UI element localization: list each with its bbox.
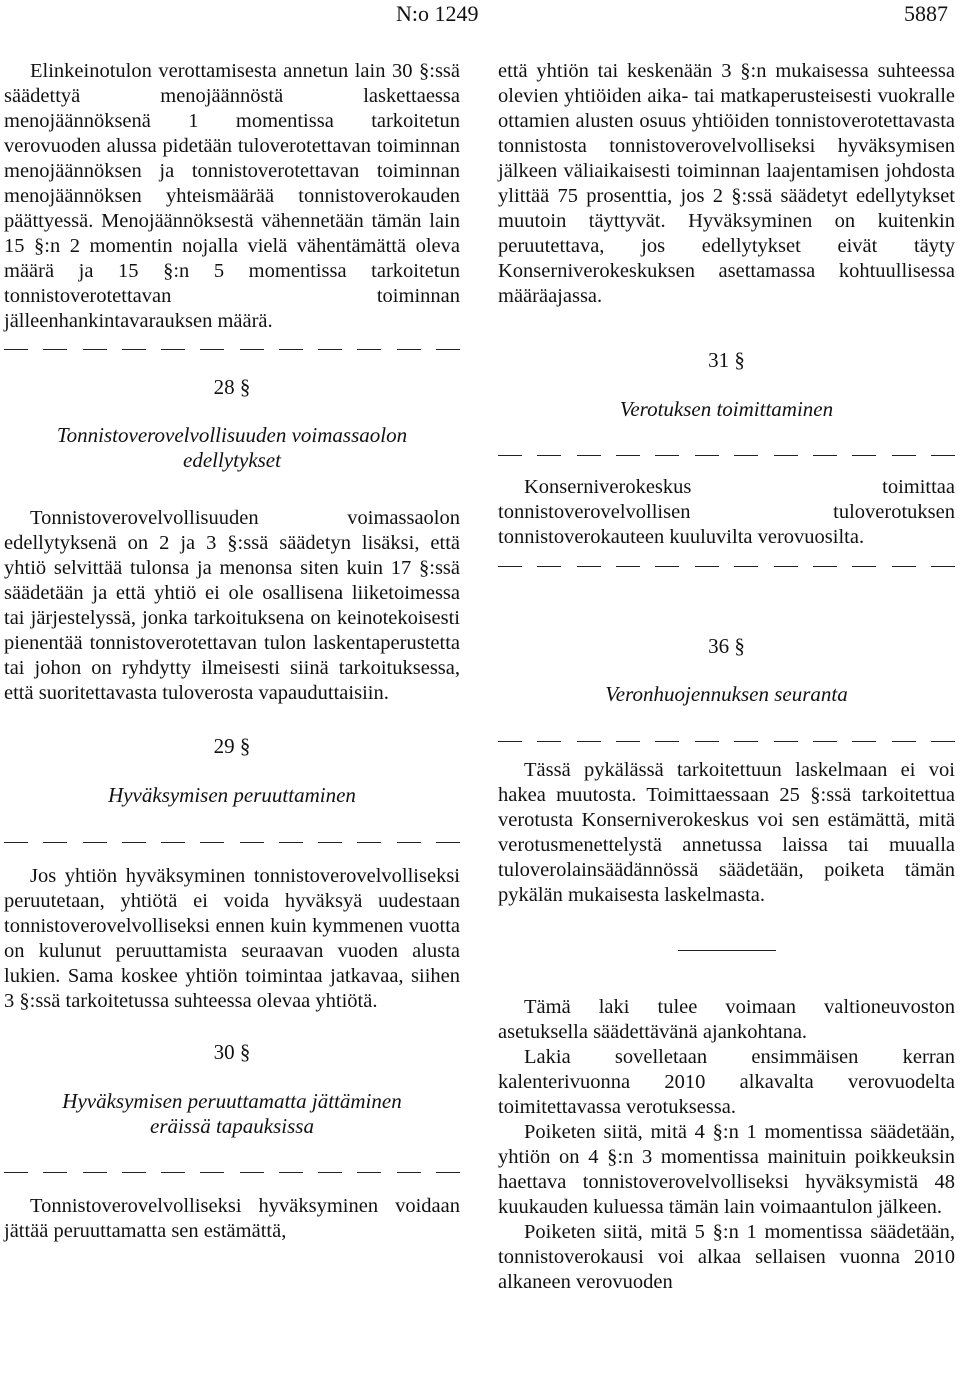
- section-28-number: 28 §: [213, 375, 251, 399]
- section-31-number: 31 §: [708, 348, 745, 372]
- section-28-text: Tonnistoverovelvollisuuden voimassaolon edellytyksenä on 2 ja 3 §:ssä säädetyn lisäksi, että yhtiö selvittää tulonsa ja menonsa siten kuin 17 §:ssä säädetään ja että yhtiö ei ole osallisena liiketoimessa tai järjestelyssä, jonka tarkoituksena on keinotekoisesti pienentää tonnistoverotettavan tulon laskentaperustetta tai johon on ryhdytty ilmeisesti siinä tarkoituksessa, että suoritettavasta tuloverosta vapauduttaisiin.: [4, 507, 460, 704]
- left-column: [4, 59, 460, 1244]
- statute-number: N:o 1249: [396, 1, 479, 26]
- section-36-text: Tässä pykälässä tarkoitettuun laskelmaan ei voi hakea muutosta. Toimittaessaan 25 §:ssä tarkoitettua verotusta Konserniverokeskus voi sen estämättä, mitä verotusmenettelystä annetussa laissa tai muualla tuloverolainsäädännössä säädetään, poiketa tämän pykälän mukaisesta laskelmasta.: [498, 759, 955, 906]
- paragraph-continuation: että yhtiön tai keskenään 3 §:n mukaisessa suhteessa olevien yhtiöiden aika- tai matkaperusteisesti vuokralle ottamien alusten osuus yhtiöiden tonnistoverotettavasta tonnistosta tonnistoverovelvolliseksi hyväksymisen jälkeen väliaikaisesti toiminnan laajentamisen johdosta ylittää 75 prosenttia, jos 2 §:ssä säädetyt edellytykset muutoin täyttyvät. Hyväksyminen on kuitenkin peruutettava, jos edellytykset eivät täyty Konserniverokeskuksen asettamassa kohtuullisessa määräajassa.: [498, 60, 955, 307]
- section-29-text: Jos yhtiön hyväksyminen tonnistoverovelvolliseksi peruutetaan, yhtiötä ei voida hyväksyä uudestaan tonnistoverovelvolliseksi ennen kuin kymmenen vuotta on kulunut peruuttamista seuraavan vuoden alusta lukien. Sama koskee yhtiön toimintaa jatkavaa, siihen 3 §:ssä tarkoitetussa suhteessa olevaa yhtiötä.: [4, 865, 460, 1012]
- section-31-text: Konserniverokeskus toimittaa tonnistoverovelvollisen tuloverotuksen tonnistoverokauteen kuuluvilta verovuosilta.: [498, 476, 955, 548]
- section-30-number: 30 §: [213, 1040, 251, 1064]
- section-30-title-line2: eräissä tapauksissa: [150, 1114, 314, 1138]
- transitional-paragraph: Lakia sovelletaan ensimmäisen kerran kalenterivuonna 2010 alkavalta verovuodelta toimitettavassa verotuksessa.: [498, 1046, 955, 1119]
- section-28-title-line2: edellytykset: [183, 448, 281, 472]
- entry-into-force-paragraph: Tämä laki tulee voimaan valtioneuvoston asetuksella säädettävänä ajankohtana.: [498, 996, 955, 1044]
- section-29-number: 29 §: [213, 734, 251, 758]
- section-30-title-line1: Hyväksymisen peruuttamatta jättäminen: [62, 1089, 402, 1113]
- right-column: [498, 59, 955, 1295]
- section-31-title: Verotuksen toimittaminen: [619, 397, 834, 421]
- section-36-title: Veronhuojennuksen seuranta: [605, 682, 848, 706]
- section-29-title: Hyväksymisen peruuttaminen: [108, 783, 356, 807]
- page-number: 5887: [904, 1, 948, 26]
- section-36-number: 36 §: [708, 634, 745, 658]
- section-28-title-line1: Tonnistoverovelvollisuuden voimassaolon: [56, 423, 408, 447]
- transitional-paragraph: Poiketen siitä, mitä 4 §:n 1 momentissa säädetään, yhtiön on 4 §:n 3 momentissa mainituin poikkeuksin haettava tonnistoverovelvolliseksi hyväksymistä 48 kuukauden kuluessa tämän lain voimaantulon jälkeen.: [498, 1121, 955, 1219]
- transitional-paragraph: Poiketen siitä, mitä 5 §:n 1 momentissa säädetään, tonnistoverokausi voi alkaa sellaisen vuonna 2010 alkaneen verovuoden: [498, 1221, 955, 1294]
- section-30-text: Tonnistoverovelvolliseksi hyväksyminen voidaan jättää peruuttamatta sen estämättä,: [4, 1195, 460, 1242]
- paragraph-continuation: Elinkeinotulon verottamisesta annetun lain 30 §:ssä säädettyä menojäännöstä laskettaessa menojäännöksenä 1 momentissa tarkoitetun verovuoden alussa pidetään tuloverotettavan toiminnan menojäännöksen ja tonnistoverotettavan toiminnan menojäännöksen yhteismäärää tonnistoverokauden päättyessä. Menojäännöksestä vähennetään tämän lain 15 §:n 2 momentin nojalla vielä vähentämättä oleva määrä ja 15 §:n 5 momentissa tarkoitetun tonnistoverotettavan toiminnan jälleenhankintavarauksen määrä.: [4, 60, 460, 332]
